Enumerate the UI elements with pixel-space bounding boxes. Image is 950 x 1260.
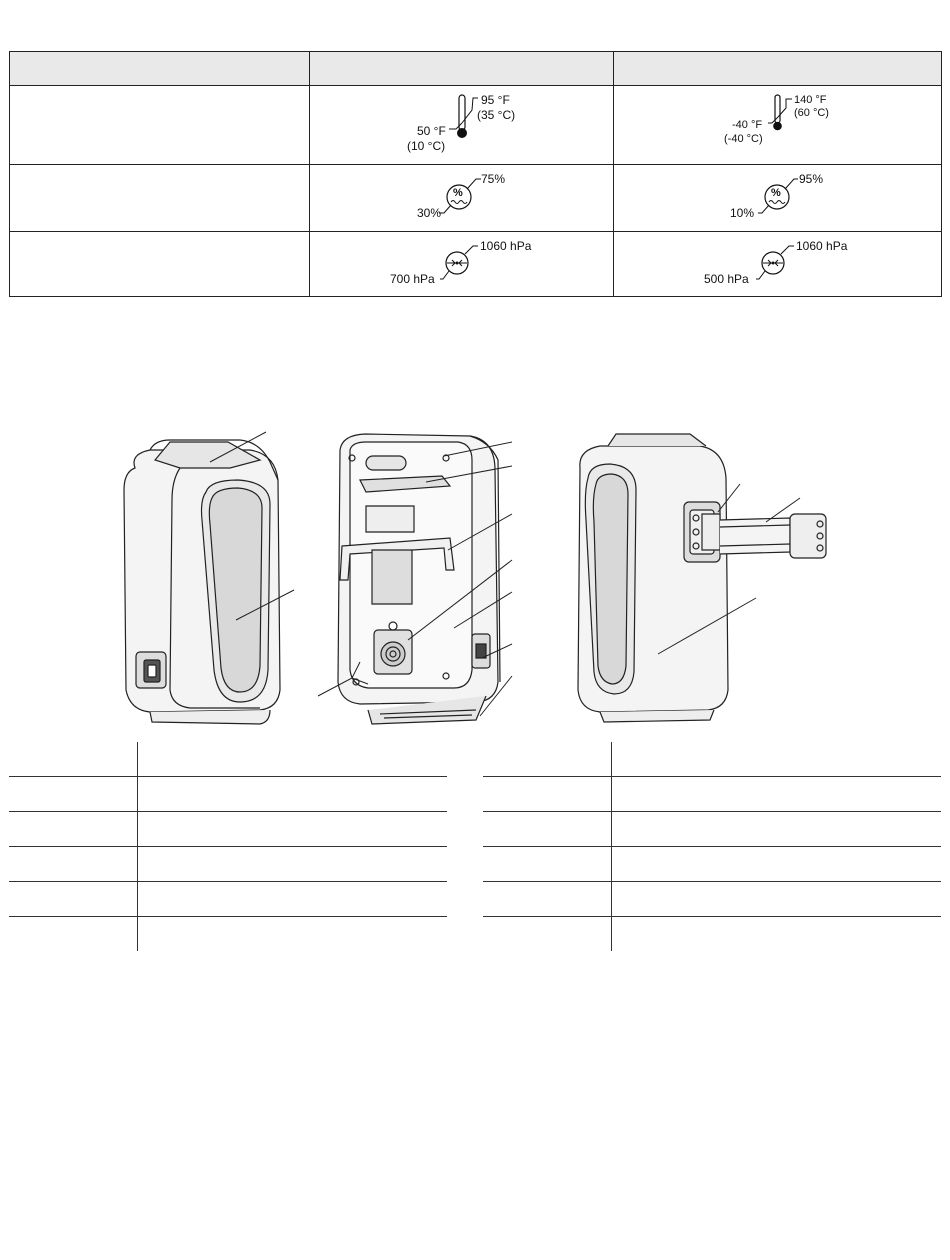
hum-op-min: 30% (417, 206, 442, 220)
hum-st-min: 10% (730, 206, 755, 220)
humidity-icon (310, 165, 614, 231)
thermometer-icon (614, 86, 942, 164)
pressure-row (10, 232, 942, 297)
legend-row (483, 917, 941, 952)
press-op-min: 700 hPa (390, 272, 435, 286)
temp-op-max-c: (35 °C) (477, 108, 516, 122)
humidity-operation-cell (310, 165, 614, 232)
temp-op-min-f: 50 °F (417, 124, 446, 138)
humidity-icon (614, 165, 942, 231)
legend-row (9, 777, 447, 812)
pressure-icon (310, 232, 614, 296)
legend-table-left (9, 742, 447, 951)
temp-op-max-f: 95 °F (481, 93, 510, 107)
pressure-storage-cell (614, 232, 942, 297)
temp-st-max-c: (60 °C) (794, 107, 829, 119)
temperature-label-cell (10, 86, 310, 165)
temperature-storage-cell (614, 86, 942, 165)
header-cell-operation (310, 52, 614, 86)
press-st-min: 500 hPa (704, 272, 749, 286)
legend-row (9, 812, 447, 847)
press-op-max: 1060 hPa (480, 239, 532, 253)
temp-st-max-f: 140 °F (794, 94, 827, 106)
side-view-with-connector (578, 434, 826, 722)
legend-row (483, 882, 941, 917)
humidity-storage-cell (614, 165, 942, 232)
legend-row (9, 917, 447, 952)
header-cell-storage (614, 52, 942, 86)
environment-table (9, 51, 942, 297)
device-illustration (110, 420, 870, 740)
hum-op-max: 75% (481, 172, 506, 186)
legend-row (9, 847, 447, 882)
legend-table-right (483, 742, 941, 951)
legend-row (9, 882, 447, 917)
humidity-label-cell (10, 165, 310, 232)
svg-text:%: % (453, 187, 463, 199)
hum-st-max: 95% (799, 172, 824, 186)
header-cell-parameter (10, 52, 310, 86)
pressure-icon (614, 232, 942, 296)
humidity-row (10, 165, 942, 232)
legend-row (483, 812, 941, 847)
back-view (338, 434, 500, 724)
table-header-row (10, 52, 942, 86)
temperature-row (10, 86, 942, 165)
legend-row (9, 742, 447, 777)
temperature-operation-cell (310, 86, 614, 165)
pressure-label-cell (10, 232, 310, 297)
pressure-operation-cell (310, 232, 614, 297)
temp-op-min-c: (10 °C) (407, 139, 446, 153)
legend-row (483, 742, 941, 777)
svg-text:%: % (771, 187, 781, 199)
temp-st-min-c: (-40 °C) (724, 133, 763, 145)
legend-row (483, 847, 941, 882)
press-st-max: 1060 hPa (796, 239, 848, 253)
temp-st-min-f: -40 °F (732, 119, 763, 131)
front-view (124, 440, 280, 724)
thermometer-icon (310, 86, 614, 164)
legend-row (483, 777, 941, 812)
